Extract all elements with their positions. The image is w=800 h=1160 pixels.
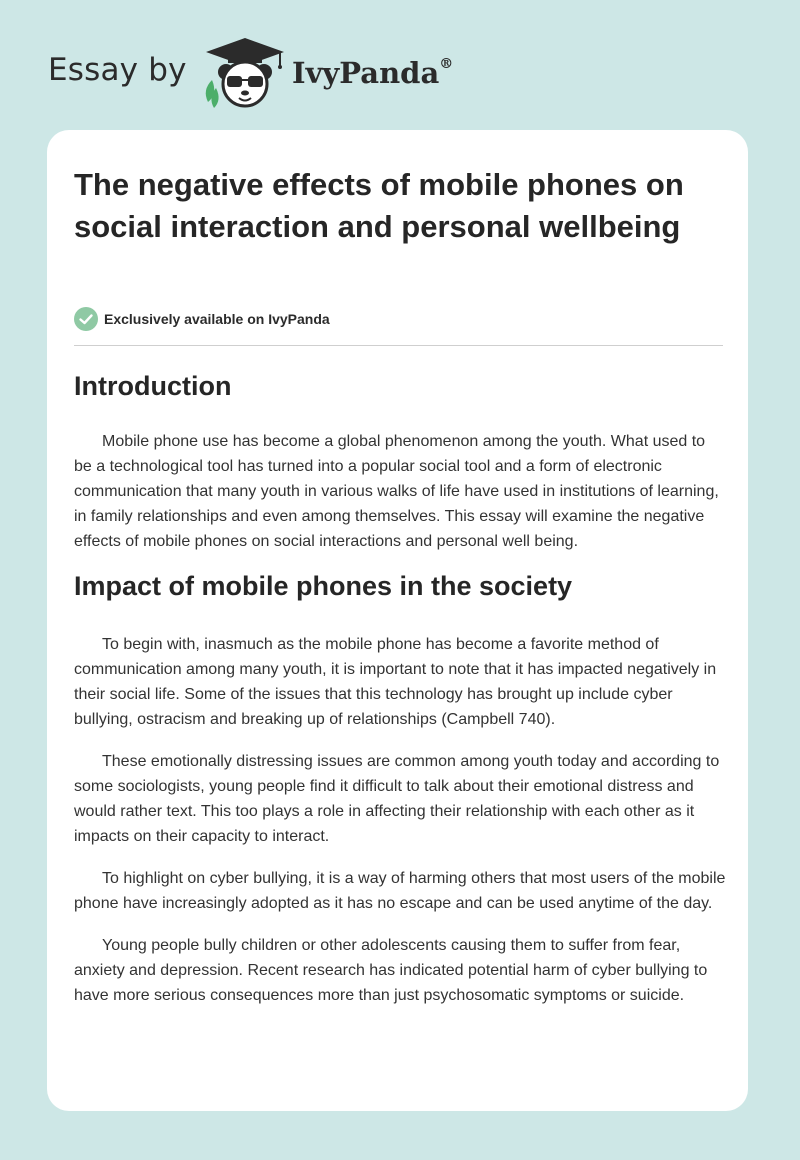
site-header [48, 34, 548, 114]
paragraph: To highlight on cyber bullying, it is a way of harming others that most users of the mobile phone have increasingly adopted as it has no escape and can be used anytime of the day. [74, 870, 726, 912]
paragraph: To begin with, inasmuch as the mobile phone has become a favorite method of communication among many youth, it is important to note that it has impacted negatively in their social life. Some of the issues that this technology has brought up include cyber bullying, ostracism and breaking up of relationships (Campbell 740). [74, 636, 717, 728]
title-divider [74, 345, 723, 346]
paragraph: These emotionally distressing issues are common among youth today and according to some sociologists, young people find it difficult to talk about their emotional distress and would rather text. This too plays a role in affecting their relationship with each other as it impacts on their capacity to interact. [74, 753, 720, 845]
essay-body [74, 366, 726, 1008]
panda-graduate-icon [200, 36, 290, 110]
paragraph: Young people bully children or other adolescents causing them to suffer from fear, anxiety and depression. Recent research has indicated potential harm of cyber bullying to have more serious consequences more than just psychosomatic symptoms or suicide. [74, 937, 708, 1004]
essay-card [47, 130, 748, 1111]
exclusive-badge [74, 306, 330, 332]
exclusive-badge-label: Exclusively available on IvyPanda [104, 311, 330, 327]
section-heading: Introduction [74, 371, 232, 401]
essay-title: The negative effects of mobile phones on social interaction and personal wellbeing [74, 167, 684, 244]
essay-by-label: Essay by [48, 52, 187, 88]
check-circle-icon [74, 307, 98, 331]
brand-name[interactable]: IvyPanda® [292, 56, 454, 90]
section-heading: Impact of mobile phones in the society [74, 571, 573, 601]
paragraph: Mobile phone use has become a global phenomenon among the youth. What used to be a technological tool has turned into a popular social tool and a form of electronic communication that many youth in various walks of life have used in institutions of learning, in family relationships and even among themselves. This essay will examine the negative effects of mobile phones on social interactions and personal well being. [74, 433, 719, 550]
